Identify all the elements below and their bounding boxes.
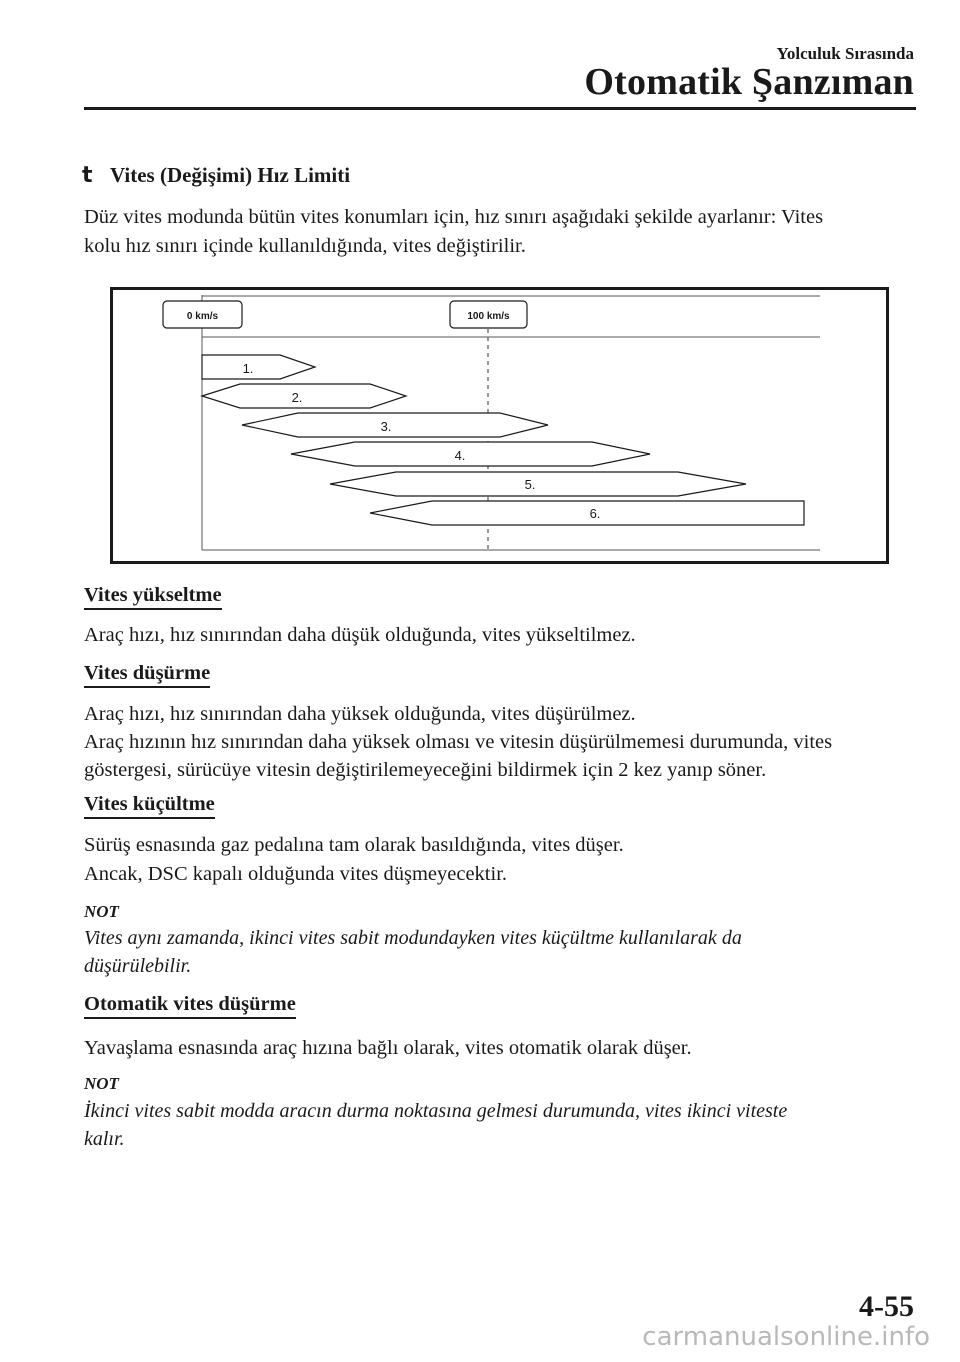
intro-line-1: Düz vites modunda bütün vites konumları için, hız sınırı aşağıdaki şekilde ayarlanır: Vites — [84, 206, 824, 228]
page-number: 4-55 — [859, 1290, 914, 1323]
heading-otomatik-vites-dusurme: Otomatik vites düşürme — [84, 993, 296, 1019]
text-vites-dusurme-2: Araç hızının hız sınırından daha yüksek olması ve vitesin düşürülmemesi durumunda, vites — [84, 731, 833, 753]
gear-range-4 — [291, 442, 650, 466]
gear-range-2-label: 2. — [291, 390, 303, 405]
speed-label-0-text: 0 km/s — [186, 311, 219, 322]
text-vites-dusurme-1: Araç hızı, hız sınırından daha yüksek olduğunda, vites düşürülmez. — [84, 703, 636, 725]
gear-range-1-label: 1. — [242, 361, 254, 376]
header-section-label: Yolculuk Sırasında — [776, 44, 914, 63]
gear-range-4-label: 4. — [454, 448, 466, 463]
gear-range-3 — [242, 413, 548, 437]
note-text-1-line-1: Vites aynı zamanda, ikinci vites sabit modundayken vites küçültme kullanılarak da — [84, 927, 742, 949]
note-text-2-line-2: kalır. — [84, 1128, 125, 1150]
intro-line-2: kolu hız sınırı içinde kullanıldığında, vites değiştirilir. — [84, 235, 526, 257]
note-text-2-line-1: İkinci vites sabit modda aracın durma noktasına gelmesi durumunda, vites ikinci viteste — [84, 1100, 788, 1122]
speed-label-100 — [450, 301, 527, 328]
gear-range-3-label: 3. — [380, 419, 392, 434]
heading-vites-dusurme: Vites düşürme — [84, 662, 210, 688]
heading-vites-kucultme: Vites küçültme — [84, 793, 215, 819]
text-vites-kucultme-1: Sürüş esnasında gaz pedalına tam olarak basıldığında, vites düşer. — [84, 834, 624, 856]
gear-range-5 — [330, 472, 746, 496]
speed-label-100-text: 100 km/s — [467, 311, 510, 322]
note-label-1: NOT — [84, 902, 119, 921]
watermark: carmanualsonline.info — [642, 1322, 930, 1352]
text-otomatik-vites-dusurme: Yavaşlama esnasında araç hızına bağlı olarak, vites otomatik olarak düşer. — [84, 1037, 692, 1059]
section-heading: Vites (Değişimi) Hız Limiti — [110, 163, 351, 187]
note-label-2: NOT — [84, 1074, 119, 1093]
text-vites-kucultme-2: Ancak, DSC kapalı olduğunda vites düşmeyecektir. — [84, 863, 508, 885]
gear-range-6 — [370, 501, 804, 525]
speed-label-0 — [163, 301, 242, 328]
header-divider — [84, 107, 916, 110]
gear-speed-limit-diagram — [110, 287, 890, 564]
text-vites-dusurme-3: göstergesi, sürücüye vitesin değiştirilemeyeceğini bildirmek için 2 kez yanıp söner. — [84, 759, 767, 781]
section-bullet: t — [82, 163, 93, 188]
gear-range-5-label: 5. — [524, 477, 536, 492]
text-vites-yukseltme: Araç hızı, hız sınırından daha düşük olduğunda, vites yükseltilmez. — [84, 624, 636, 646]
gear-range-6-label: 6. — [589, 506, 601, 521]
page-title: Otomatik Şanzıman — [584, 61, 914, 103]
heading-vites-yukseltme: Vites yükseltme — [84, 584, 222, 610]
note-text-1-line-2: düşürülebilir. — [84, 955, 192, 977]
gear-range-2 — [202, 384, 406, 408]
